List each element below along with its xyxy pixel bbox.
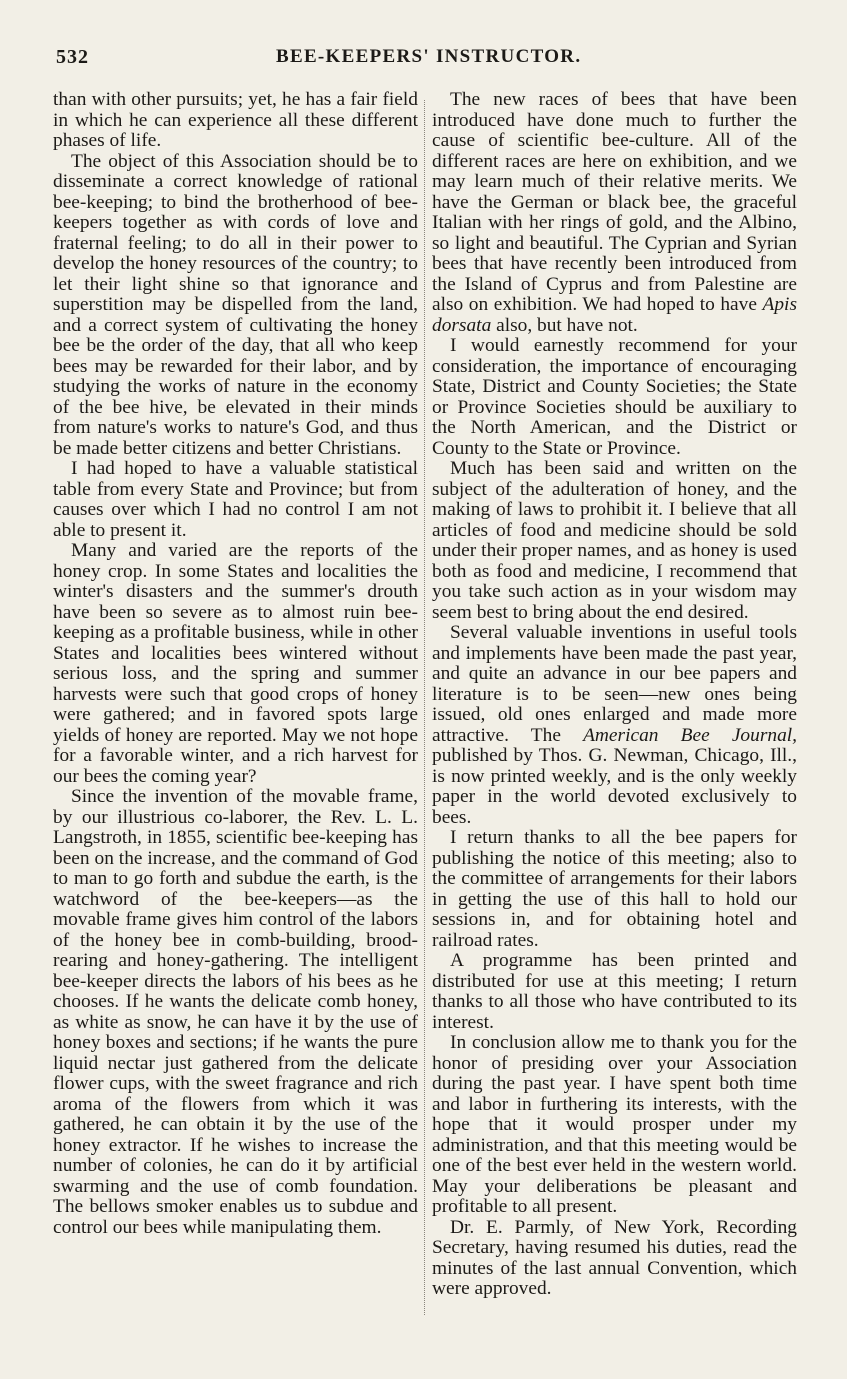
paragraph: Dr. E. Parmly, of New York, Recording Secretary, having resumed his duties, read the minutes of the last annual Convention, which were approved. — [432, 1216, 797, 1299]
italic-species-name: Apis dorsata — [432, 294, 797, 336]
paragraph: In conclusion allow me to thank you for the honor of presiding over your Association during the past year. I have spent both time and labor in furthering its interests, with the hope that it would prosper under my administration, and that this meeting would be one of the best ever held in the western world. May your deliberations be pleasant and profitable to all present. — [432, 1032, 797, 1217]
right-column — [432, 90, 797, 1300]
paragraph-text: also, but have not. — [491, 314, 638, 336]
paragraph-text: Several valuable inventions in useful tools and implements have been made the past year, and quite an advance in our bee papers and literature is to be seen—new ones being issued, old ones enlarged and made more attractive. The — [432, 622, 797, 746]
paragraph — [432, 90, 797, 336]
column-divider — [424, 100, 425, 1315]
paragraph-text: The new races of bees that have been introduced have done much to further the cause of scientific bee-culture. All of the different races are here on exhibition, and we may learn much of their relative merits. We have the German or black bee, the graceful Italian with her rings of gold, and the Albino, so light and beautiful. The Cyprian and Syrian bees that have recently been introduced from the Island of Cyprus and from Palestine are also on exhibition. We had hoped to have — [432, 89, 797, 315]
paragraph: Many and varied are the reports of the honey crop. In some States and localities the winter's disasters and the summer's drouth have been so severe as to almost ruin bee-keeping as a profitable business, while in other States and localities bees wintered without serious loss, and the spring and summer harvests were such that good crops of honey were gathered; and in favored spots large yields of honey are reported. May we not hope for a favorable winter, and a rich harvest for our bees the coming year? — [53, 540, 418, 787]
left-column — [53, 90, 418, 1238]
paragraph: The object of this Association should be to disseminate a correct knowledge of rational bee-keeping; to bind the brotherhood of bee-keepers together as with cords of love and fraternal feeling; to do all in their power to develop the honey resources of the country; to let their light shine so that ignorance and superstition may be dispelled from the land, and a correct system of cultivating the honey bee be the order of the day, that all who keep bees may be rewarded for their labor, and by studying the works of nature in the economy of the bee hive, be elevated in their minds from nature's works to nature's God, and thus be made better citizens and better Christians. — [53, 150, 418, 459]
paragraph — [432, 623, 797, 828]
paragraph: A programme has been printed and distributed for use at this meeting; I return thanks to all those who have contributed to its interest. — [432, 950, 797, 1033]
paragraph: Much has been said and written on the subject of the adulteration of honey, and the making of laws to prohibit it. I believe that all articles of food and medicine should be sold under their proper names, and as honey is used both as food and medicine, I recommend that you take such action as in your wisdom may seem best to bring about the end desired. — [432, 458, 797, 623]
paragraph: I would earnestly recommend for your consideration, the importance of encouraging State, District and County Societies; the State or Province Societies should be auxiliary to the North American, and the District or County to the State or Province. — [432, 335, 797, 459]
paragraph: I had hoped to have a valuable statistical table from every State and Province; but from causes over which I had no control I am not able to present it. — [53, 458, 418, 541]
paragraph-text: published by Thos. G. Newman, Chicago, Ill., is now printed weekly, and is the only weekly paper in the world devoted exclusively to bees. — [432, 745, 797, 828]
page-header — [56, 46, 791, 76]
paragraph: Since the invention of the movable frame, by our illustrious co-laborer, the Rev. L. L. Langstroth, in 1855, scientific bee-keeping has been on the increase, and the command of God to man to go forth and subdue the earth, is the watchword of the bee-keepers—as the movable frame gives him control of the labors of the honey bee in comb-building, brood-rearing and honey-gathering. The intelligent bee-keeper directs the labors of his bees as he chooses. If he wants the delicate comb honey, as white as snow, he can have it by the use of honey boxes and sections; if he wants the pure liquid nectar just gathered from the delicate flower cups, with the sweet fragrance and rich aroma of the flowers from which it was gathered, he can obtain it by the use of the honey extractor. If he wishes to increase the number of colonies, he can do it by artificial swarming and the use of comb foundation. The bellows smoker enables us to subdue and control our bees while manipulating them. — [53, 786, 418, 1238]
page-number: 532 — [56, 46, 89, 68]
running-title: BEE-KEEPERS' INSTRUCTOR. — [276, 46, 582, 67]
paragraph: I return thanks to all the bee papers for publishing the notice of this meeting; also to the committee of arrangements for their labors in getting the use of this hall to hold our sessions in, and for obtaining hotel and railroad rates. — [432, 827, 797, 951]
paragraph: than with other pursuits; yet, he has a fair field in which he can experience all these different phases of life. — [53, 89, 418, 151]
italic-journal-title: American Bee Journal, — [583, 724, 797, 746]
